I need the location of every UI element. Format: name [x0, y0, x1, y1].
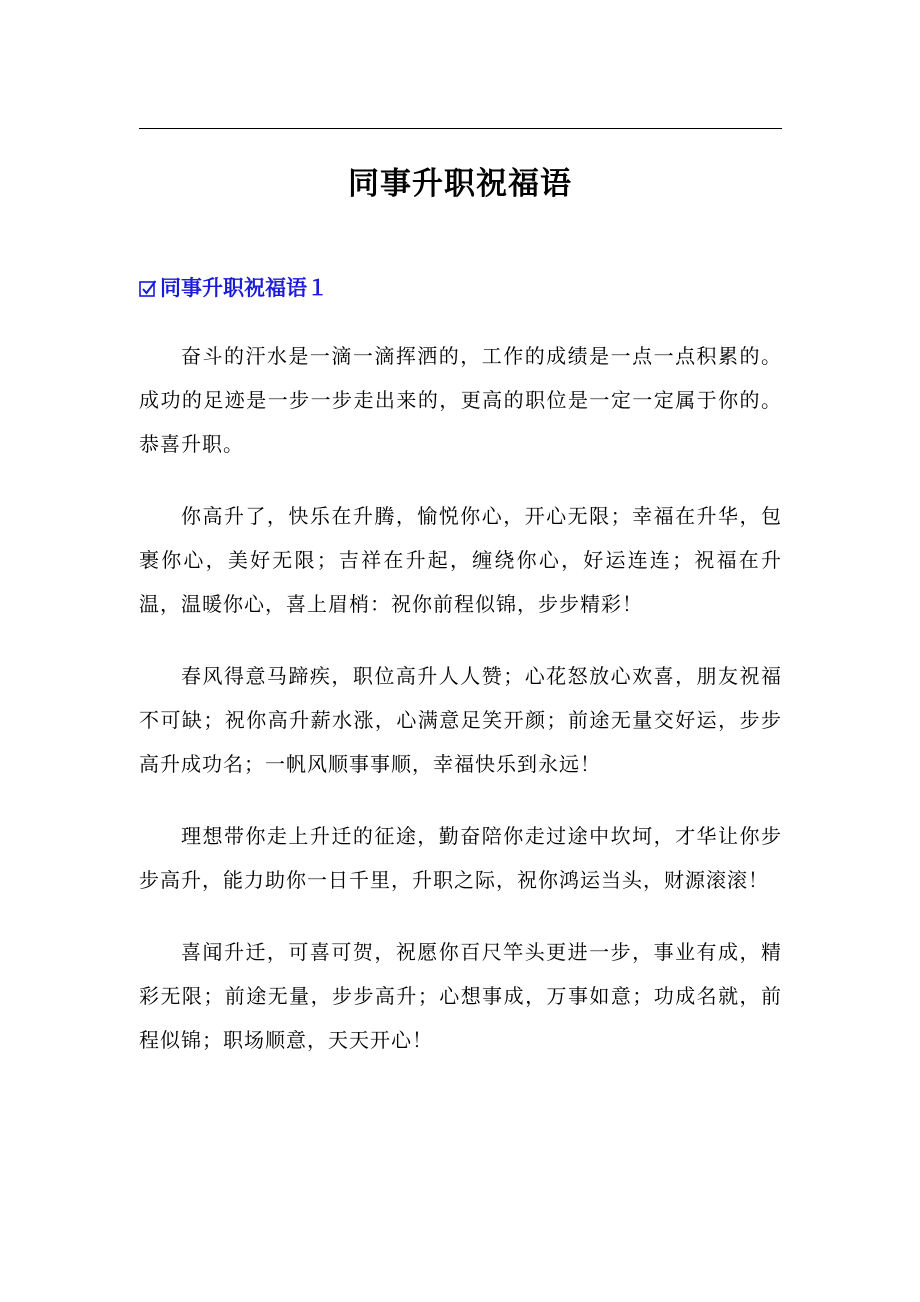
section-heading-text: 同事升职祝福语１ — [160, 276, 328, 300]
paragraph: 理想带你走上升迁的征途，勤奋陪你走过途中坎坷，才华让你步步高升，能力助你一日千里，升职之际，祝你鸿运当头，财源滚滚！ — [139, 824, 782, 892]
document-title: 同事升职祝福语 — [348, 166, 572, 202]
paragraph: 喜闻升迁，可喜可贺，祝愿你百尺竿头更进一步，事业有成，精彩无限；前途无量，步步高升；心想事成，万事如意；功成名就，前程似锦；职场顺意，天天开心！ — [139, 940, 782, 1052]
paragraph: 你高升了，快乐在升腾，愉悦你心，开心无限；幸福在升华，包裹你心，美好无限；吉祥在升起，缠绕你心，好运连连；祝福在升温，温暖你心，喜上眉梢：祝你前程似锦，步步精彩！ — [139, 504, 782, 616]
paragraph: 春风得意马蹄疾，职位高升人人赞；心花怒放心欢喜，朋友祝福不可缺；祝你高升薪水涨，心满意足笑开颜；前途无量交好运，步步高升成功名；一帆风顺事事顺，幸福快乐到永远！ — [139, 664, 782, 776]
top-divider — [139, 128, 782, 129]
checkbox-checked-icon — [139, 280, 157, 298]
paragraph: 奋斗的汗水是一滴一滴挥洒的，工作的成绩是一点一点积累的。成功的足迹是一步一步走出来的，更高的职位是一定一定属于你的。恭喜升职。 — [139, 344, 782, 456]
body-text — [139, 334, 782, 1090]
section-heading — [139, 270, 328, 306]
